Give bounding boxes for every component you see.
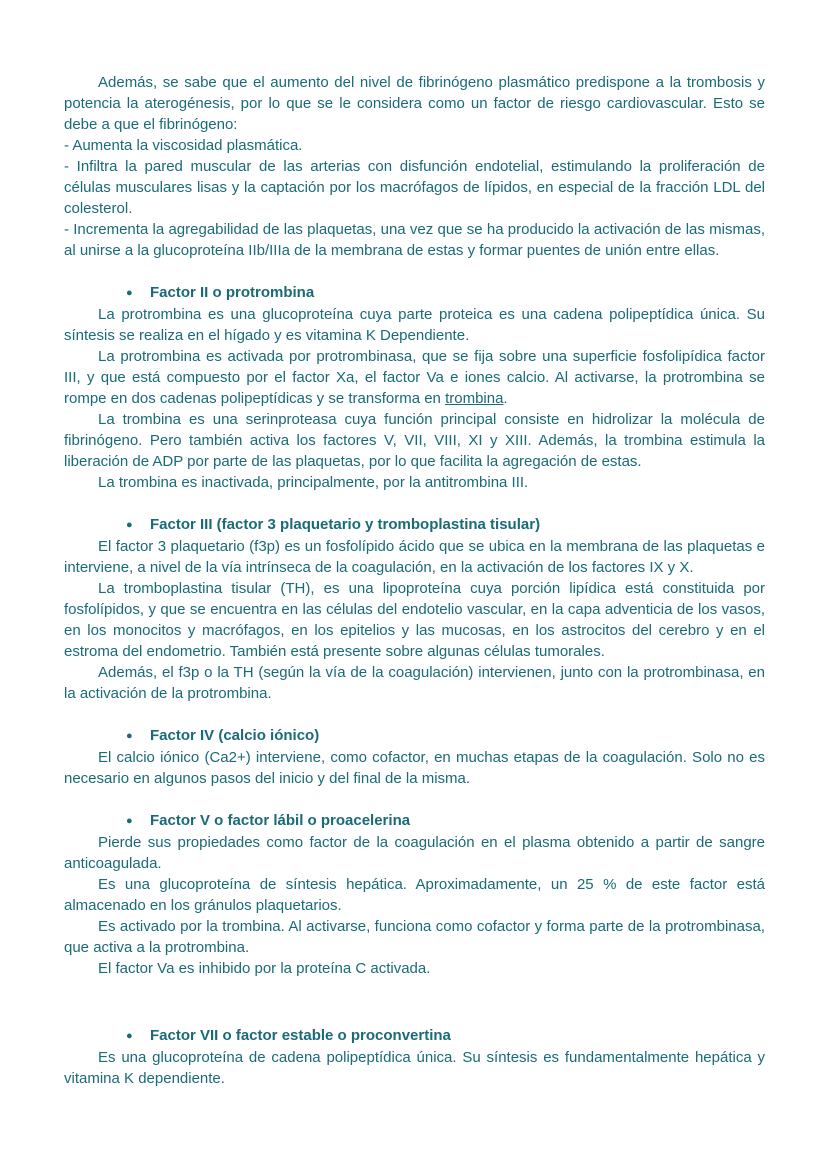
paragraph: La protrombina es una glucoproteína cuya parte proteica es una cadena polipeptídica única. Su síntesis se realiza en el hígado y es vitamina K Dependiente.: [64, 306, 765, 344]
paragraph: Es una glucoproteína de cadena polipeptídica única. Su síntesis es fundamentalmente hepática y vitamina K dependiente.: [64, 1049, 765, 1087]
section-heading-factor-v: [64, 810, 765, 832]
section-heading-factor-vii: [64, 1025, 765, 1047]
paragraph: [64, 346, 765, 409]
paragraph: Es una glucoproteína de síntesis hepática. Aproximadamente, un 25 % de este factor está almacenado en los gránulos plaquetarios.: [64, 876, 765, 914]
paragraph-text: La protrombina es activada por protrombinasa, que se fija sobre una superficie fosfolipídica factor III, y que está compuesto por el factor Xa, el factor Va e iones calcio. Al activarse, la protrombina se rompe en dos cadenas polipeptídicas y se transforma en: [64, 348, 765, 407]
paragraph: La tromboplastina tisular (TH), es una lipoproteína cuya porción lipídica está constituida por fosfolípidos, y que se encuentra en las células del endotelio vascular, en la capa adventicia de los vasos, en los monocitos y macrófagos, en los epitelios y las mucosas, en los astrocitos del cerebro y en el estroma del endometrio. También está presente sobre algunas células tumorales.: [64, 580, 765, 660]
heading-label: Factor IV (calcio iónico): [150, 727, 320, 744]
bullet-icon: ●: [126, 1030, 133, 1042]
bullet-list-item: - Incrementa la agregabilidad de las plaquetas, una vez que se ha producido la activación de las mismas, al unirse a la glucoproteína IIb/IIIa de la membrana de estas y formar puentes de unión entre ellas.: [64, 221, 765, 259]
paragraph: La trombina es una serinproteasa cuya función principal consiste en hidrolizar la molécula de fibrinógeno. Pero también activa los factores V, VII, VIII, XI y XIII. Además, la trombina estimula la liberación de ADP por parte de las plaquetas, por lo que facilita la agregación de estas.: [64, 411, 765, 470]
underlined-term: trombina: [445, 390, 504, 407]
paragraph: Además, el f3p o la TH (según la vía de la coagulación) intervienen, junto con la protrombinasa, en la activación de la protrombina.: [64, 664, 765, 702]
paragraph: La trombina es inactivada, principalmente, por la antitrombina III.: [98, 474, 529, 491]
bullet-icon: ●: [126, 730, 133, 742]
bullet-list-item: - Aumenta la viscosidad plasmática.: [64, 137, 303, 154]
bullet-list-item: - Infiltra la pared muscular de las arterias con disfunción endotelial, estimulando la proliferación de células musculares lisas y la captación por los macrófagos de lípidos, en especial de la fracción LDL del colesterol.: [64, 158, 765, 217]
paragraph-text: .: [503, 390, 508, 407]
paragraph: Pierde sus propiedades como factor de la coagulación en el plasma obtenido a partir de sangre anticoagulada.: [64, 834, 765, 872]
heading-label: Factor V o factor lábil o proacelerina: [150, 812, 411, 829]
paragraph: El factor 3 plaquetario (f3p) es un fosfolípido ácido que se ubica en la membrana de las plaquetas e interviene, a nivel de la vía intrínseca de la coagulación, en la activación de los factores IX y X.: [64, 538, 765, 576]
paragraph: El factor Va es inhibido por la proteína C activada.: [98, 960, 431, 977]
paragraph-intro: Además, se sabe que el aumento del nivel de fibrinógeno plasmático predispone a la trombosis y potencia la aterogénesis, por lo que se le considera como un factor de riesgo cardiovascular. Esto se debe a que el fibrinógeno:: [64, 74, 765, 133]
section-heading-factor-iii: [64, 514, 765, 536]
section-heading-factor-ii: [64, 282, 765, 304]
bullet-icon: ●: [126, 519, 133, 531]
heading-label: Factor VII o factor estable o proconvertina: [150, 1027, 451, 1044]
heading-label: Factor II o protrombina: [150, 284, 315, 301]
bullet-icon: ●: [126, 287, 133, 299]
heading-label: Factor III (factor 3 plaquetario y tromboplastina tisular): [150, 516, 541, 533]
section-heading-factor-iv: [64, 725, 765, 747]
paragraph: Es activado por la trombina. Al activarse, funciona como cofactor y forma parte de la protrombinasa, que activa a la protrombina.: [64, 918, 765, 956]
bullet-icon: ●: [126, 815, 133, 827]
paragraph: El calcio iónico (Ca2+) interviene, como cofactor, en muchas etapas de la coagulación. Solo no es necesario en algunos pasos del inicio y del final de la misma.: [64, 749, 765, 787]
